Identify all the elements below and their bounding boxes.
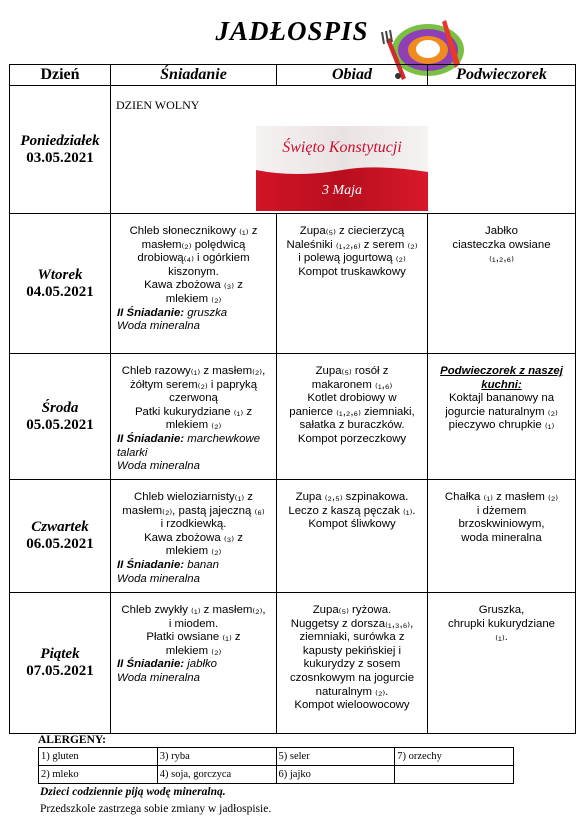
breakfast-line: Patki kukurydziane ₍₁₎ z [134,405,253,418]
lunch-line: naturalnym ₍₂₎. [315,685,389,698]
breakfast-extra: Woda mineralna [117,320,200,333]
snack-line: Chałka ₍₁₎ z masłem ₍₂₎ [444,491,559,503]
breakfast-line: Chleb zwykły ₍₁₎ z masłem₍₂₎, [121,604,266,616]
breakfast-line: mlekiem ₍₂₎ [165,545,222,558]
breakfast-line: żółtym serem₍₂₎ i papryką [129,378,258,391]
second-breakfast-label: II Śniadanie: [117,432,185,445]
header-lunch: Obiad [277,65,428,86]
snack-line: Gruszka, [478,604,525,616]
second-breakfast [117,307,270,321]
second-breakfast-text: jabłko [184,658,218,671]
breakfast-extra: Woda mineralna [117,572,200,585]
breakfast-line: drobiową₍₄₎ i ogórkiem [137,252,250,265]
snack-line: brzoskwiniowym, [458,518,545,531]
snack-cell [428,593,576,734]
breakfast-line: i rzodkiewką. [160,518,227,531]
day-date: 03.05.2021 [26,149,94,166]
breakfast-cell [111,214,277,354]
lunch-line: Zupa₍₅₎ z ciecierzycą [299,225,405,237]
day-name: Środa [41,399,79,416]
day-cell [10,354,111,480]
breakfast-line: Kawa zbożowa ₍₃₎ z [144,279,243,292]
snack-cell [428,480,576,593]
table-row [10,593,576,734]
allergens-table [38,747,514,784]
allergen-cell: 2) mleko [39,766,158,784]
second-breakfast-label: II Śniadanie: [117,306,185,319]
day-name: Czwartek [31,519,89,535]
second-breakfast-label: II Śniadanie: [117,658,185,671]
snack-line: chrupki kukurydziane [448,617,555,630]
day-name: Piątek [40,646,80,662]
day-date: 05.05.2021 [26,416,94,433]
allergen-cell: 6) jajko [276,766,395,784]
day-cell [10,480,111,593]
table-row [10,480,576,593]
day-name: Wtorek [37,266,83,283]
header-row [10,65,576,86]
breakfast-line: mlekiem ₍₂₎ [165,292,222,305]
day-date: 04.05.2021 [26,283,94,300]
allergen-cell: 3) ryba [157,748,276,766]
snack-line: i dżemem [476,504,527,517]
day-cell [10,214,111,354]
second-breakfast [117,433,270,460]
allergens-label: ALERGENY: [38,734,106,746]
second-breakfast-text: gruszka [184,306,228,319]
snack-line: jogurcie naturalnym ₍₂₎ [445,405,558,418]
lunch-line: Nuggetsy z dorsza₍₁,₃,₆₎, [290,617,414,630]
snack-line: ₍₁₎. [495,631,508,644]
allergens-section [38,734,516,784]
snack-line: Jabłko [485,225,518,237]
snack-cell [428,354,576,480]
allergen-cell: 1) gluten [39,748,158,766]
day-date: 07.05.2021 [26,663,94,679]
header-day: Dzień [10,65,111,86]
allergen-cell: 4) soja, gorczyca [157,766,276,784]
second-breakfast [117,658,270,672]
day-name: Poniedziałek [20,132,100,149]
breakfast-line: kiszonym. [168,265,219,278]
lunch-cell [277,593,428,734]
allergen-cell: 5) seler [276,748,395,766]
breakfast-line: mlekiem ₍₂₎ [165,644,222,657]
snack-cell [428,214,576,354]
lunch-line: Zupa₍₅₎ ryżowa. [312,604,392,616]
breakfast-line: Kawa zbożowa ₍₃₎ z [144,531,243,544]
breakfast-line: i miodem. [168,617,219,630]
breakfast-cell [111,354,277,480]
day-date: 06.05.2021 [26,536,94,552]
day-cell [10,593,111,734]
lunch-line: panierce ₍₁,₂,₆₎ ziemniaki, [289,405,415,418]
lunch-line: czosnkowym na jogurcie [289,671,415,684]
holiday-text: DZIEN WOLNY [116,98,200,112]
second-breakfast-text: marchewkowe talarki [117,432,261,459]
water-note: Dzieci codziennie piją wodę mineralną. [40,786,226,798]
table-row [10,354,576,480]
snack-line: pieczywo chrupkie ₍₁₎ [448,419,555,432]
day-cell-monday [10,86,111,214]
lunch-line: Naleśniki ₍₁,₂,₆₎ z serem ₍₂₎ [286,238,418,251]
breakfast-line: Chleb razowy₍₁₎ z masłem₍₂₎, [121,365,266,377]
breakfast-line: czerwoną [169,392,218,405]
second-breakfast-text: banan [184,558,219,571]
lunch-line: makaronem ₍₁,₆₎ [311,378,393,391]
lunch-line: Kotlet drobiowy w [307,392,397,405]
lunch-line: sałatka z buraczków. [299,419,405,432]
page-title: JADŁOSPIS [215,16,369,46]
breakfast-line: Płatki owsiane ₍₁₎ z [146,631,241,644]
lunch-line: Kompot wieloowocowy [294,699,410,712]
allergen-cell: 7) orzechy [395,748,514,766]
lunch-line: Kompot truskawkowy [298,265,406,278]
breakfast-line: masłem₍₂₎, pastą jajeczną ₍₆₎ [122,504,265,517]
snack-line: woda mineralna [461,531,542,544]
lunch-cell [277,480,428,593]
lunch-line: Leczo z kaszą pęczak ₍₁₎. [288,504,416,517]
breakfast-extra: Woda mineralna [117,671,200,684]
table-row [39,748,514,766]
snack-line: Koktajl bananowy na [448,392,555,405]
lunch-line: Zupa₍₅₎ rosół z [315,365,389,377]
breakfast-line: mlekiem ₍₂₎ [165,419,222,432]
lunch-line: Kompot porzeczkowy [297,432,407,445]
breakfast-line: masłem₍₂₎ polędwicą [141,238,246,251]
table-row [39,766,514,784]
holiday-banner [256,126,428,211]
lunch-line: Kompot śliwkowy [308,518,396,531]
snack-heading: Podwieczorek z naszej kuchni: [440,365,563,391]
breakfast-line: Chleb słonecznikowy ₍₁₎ z [129,225,258,237]
lunch-line: i polewą jogurtową ₍₂₎ [298,252,406,265]
breakfast-cell [111,480,277,593]
breakfast-line: Chleb wieloziarnisty₍₁₎ z [134,491,253,503]
flag-image [256,126,428,211]
banner-line1: Święto Konstytucji [282,139,402,156]
disclaimer-note: Przedszkole zastrzega sobie zmiany w jadłospisie. [40,803,272,815]
lunch-line: ziemniaki, surówka z [299,631,405,644]
header-snack: Podwieczorek [428,65,576,86]
breakfast-cell [111,593,277,734]
header-breakfast: Śniadanie [111,65,277,86]
allergen-cell [395,766,514,784]
lunch-cell [277,214,428,354]
lunch-cell [277,354,428,480]
second-breakfast-label: II Śniadanie: [117,558,185,571]
lunch-line: Zupa ₍₂,₅₎ szpinakowa. [295,491,409,503]
second-breakfast [117,559,270,573]
snack-line: ₍₁,₂,₆₎ [489,252,514,265]
breakfast-extra: Woda mineralna [117,460,200,473]
banner-line2: 3 Maja [321,183,363,198]
table-row [10,214,576,354]
lunch-line: kapusty pekińskiej i [302,644,402,657]
lunch-line: kukurydzy z sosem [303,658,401,671]
snack-line: ciasteczka owsiane [452,238,551,251]
